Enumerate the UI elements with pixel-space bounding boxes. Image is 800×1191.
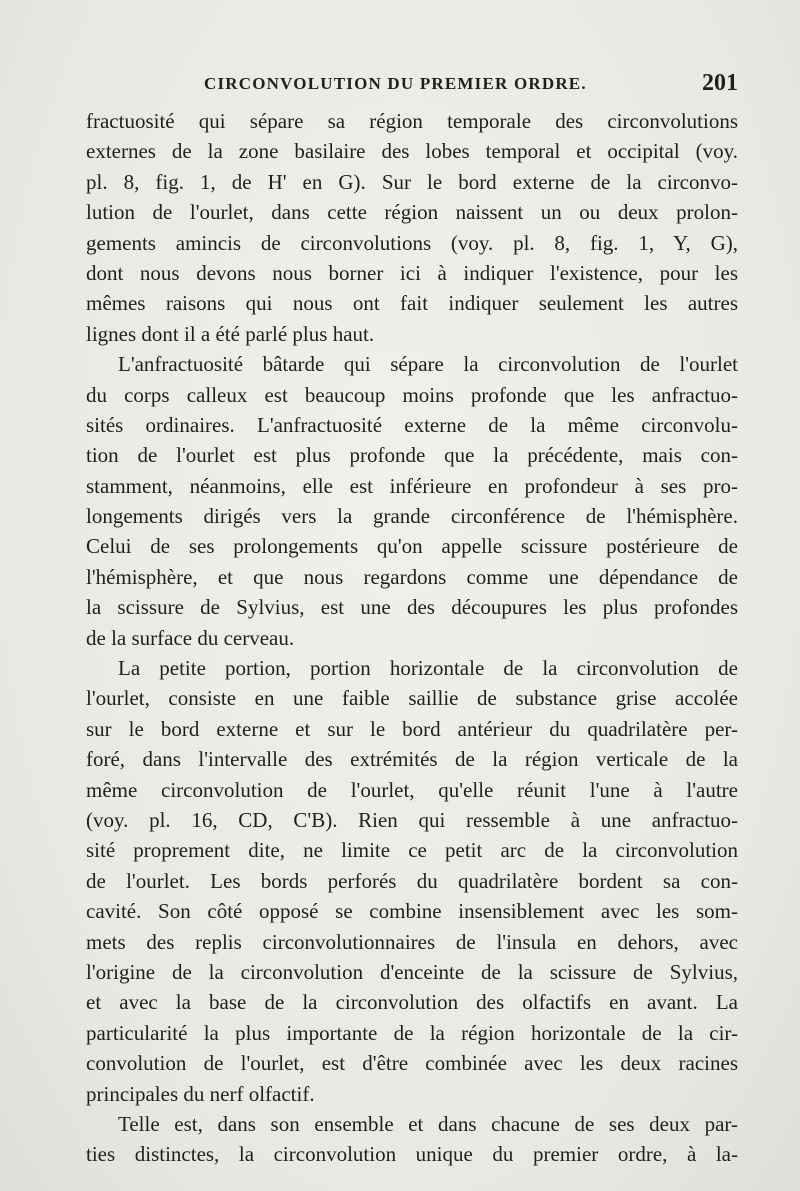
text-line: mets des replis circonvolutionnaires de l'insula en dehors, avec: [86, 929, 738, 954]
text-line: de la surface du cerveau.: [86, 625, 295, 650]
text-line: particularité la plus importante de la région horizontale de la cir-: [86, 1020, 738, 1045]
text-line: gements amincis de circonvolutions (voy. pl. 8, fig. 1, Y, G),: [86, 230, 738, 255]
text-line: sités ordinaires. L'anfractuosité externe de la même circonvolu-: [86, 412, 738, 437]
text-line: pl. 8, fig. 1, de H' en G). Sur le bord externe de la circonvo-: [86, 169, 738, 194]
text-line: l'ourlet, consiste en une faible saillie de substance grise accolée: [86, 686, 738, 711]
paragraph-first-line: Telle est, dans son ensemble et dans chacune de ses deux par-: [118, 1111, 738, 1136]
text-line: foré, dans l'intervalle des extrémités de la région verticale de la: [86, 747, 738, 772]
page-number: 201: [702, 70, 738, 96]
text-line: externes de la zone basilaire des lobes temporal et occipital (voy.: [86, 139, 738, 164]
paragraph-first-line: La petite portion, portion horizontale de la circonvolution de: [118, 656, 738, 681]
text-line: même circonvolution de l'ourlet, qu'elle réunit l'une à l'autre: [86, 777, 738, 802]
text-line: principales du nerf olfactif.: [86, 1081, 315, 1106]
text-line: l'hémisphère, et que nous regardons comme une dépendance de: [86, 564, 738, 589]
text-line: fractuosité qui sépare sa région temporale des circonvolutions: [86, 109, 738, 133]
text-line: la scissure de Sylvius, est une des découpures les plus profondes: [86, 595, 738, 620]
text-line: convolution de l'ourlet, est d'être combinée avec les deux racines: [86, 1051, 738, 1076]
text-line: dont nous devons nous borner ici à indiquer l'existence, pour les: [86, 260, 738, 285]
text-line: mêmes raisons qui nous ont fait indiquer seulement les autres: [86, 291, 738, 316]
text-line: sur le bord externe et sur le bord antérieur du quadrilatère per-: [86, 716, 738, 741]
text-line: lignes dont il a été parlé plus haut.: [86, 321, 375, 346]
running-title: CIRCONVOLUTION DU PREMIER ORDRE.: [204, 74, 587, 93]
text-line: Celui de ses prolongements qu'on appelle scissure postérieure de: [86, 534, 738, 559]
text-line: sité proprement dite, ne limite ce petit arc de la circonvolution: [86, 838, 738, 863]
paragraph-first-line: L'anfractuosité bâtarde qui sépare la circonvolution de l'ourlet: [118, 352, 738, 377]
body-text: [86, 106, 738, 1170]
text-line: ties distinctes, la circonvolution unique du premier ordre, à la-: [86, 1142, 738, 1167]
text-line: l'origine de la circonvolution d'enceinte de la scissure de Sylvius,: [86, 959, 738, 984]
text-line: (voy. pl. 16, CD, C'B). Rien qui ressemble à une anfractuo-: [86, 807, 738, 832]
text-line: et avec la base de la circonvolution des olfactifs en avant. La: [86, 990, 738, 1015]
text-line: lution de l'ourlet, dans cette région naissent un ou deux prolon-: [86, 200, 738, 225]
page-header: [86, 70, 738, 106]
text-line: tion de l'ourlet est plus profonde que la précédente, mais con-: [86, 443, 738, 468]
text-line: longements dirigés vers la grande circonférence de l'hémisphère.: [86, 504, 738, 529]
text-line: de l'ourlet. Les bords perforés du quadrilatère bordent sa con-: [86, 868, 738, 893]
text-line: du corps calleux est beaucoup moins profonde que les anfractuo-: [86, 382, 738, 407]
text-line: stamment, néanmoins, elle est inférieure en profondeur à ses pro-: [86, 473, 738, 498]
text-line: cavité. Son côté opposé se combine insensiblement avec les som-: [86, 899, 738, 924]
